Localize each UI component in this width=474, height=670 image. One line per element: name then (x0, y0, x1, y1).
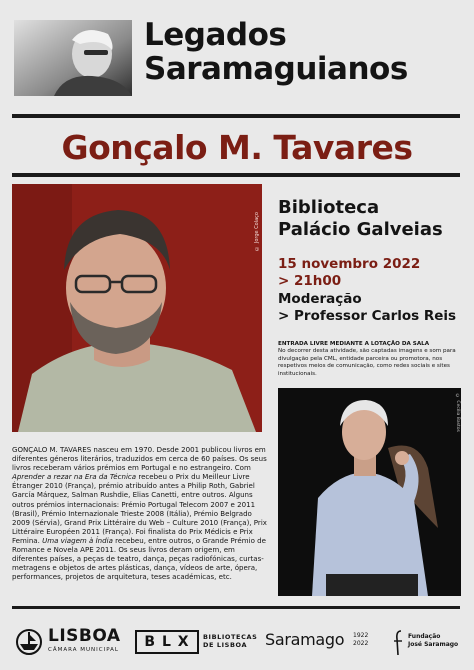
footer-rule (12, 606, 460, 609)
entry-free-text: ENTRADA LIVRE MEDIANTE A LOTAÇÃO DA SALA (278, 341, 430, 347)
lisboa-name: LISBOA (48, 626, 121, 646)
bio-part3: recebeu, entre outros, o Grande Prémio de Romance e Novela APE 2011. Os seus livros deram origem, em diferentes países, a peças de teatro, dança, peças radiofónicas, curtas-metragens e objetos de artes plásticas, dança, vídeos de arte, ópera, performances, projetos de arquitetura, teses académicas, etc. (12, 535, 266, 582)
image-capture-notice: No decorrer desta atividade, são captadas imagens e som para divulgação pela CML, entidade parceira ou promotora, nos respetivos meios de comunicação, como redes sociais e sites institucionais. (278, 348, 456, 377)
lisboa-subtitle: CÂMARA MUNICIPAL (48, 647, 119, 653)
saramago-years (353, 632, 368, 648)
bio-book2: Uma viagem à Índia (42, 535, 113, 545)
lisboa-ship-icon (14, 628, 44, 656)
fundacao-f-icon (392, 629, 404, 657)
bio-book1: Aprender a rezar na Era da Técnica (12, 472, 137, 482)
fundacao-line1: Fundação (408, 633, 441, 640)
blx-bibliotecas-logo (135, 628, 258, 660)
bio-part1: GONÇALO M. TAVARES nasceu em 1970. Desde 2001 publicou livros em diferentes géneros literários, traduzidos em cerca de 60 países. Os seus livros receberam vários prémios em Portugal e no estrangeiro. Com (12, 445, 267, 473)
venue (278, 197, 443, 241)
moderation (278, 291, 456, 325)
fundacao-text (408, 633, 458, 649)
blx-line2: DE LISBOA (203, 641, 248, 649)
author-biography (12, 445, 270, 581)
saramago-portrait-illustration (14, 20, 132, 96)
series-title-line1: Legados (144, 17, 287, 53)
moderator-name: > Professor Carlos Reis (278, 308, 457, 324)
author-photo-credit: © Jorge Colaço (254, 212, 260, 251)
series-title-line2: Saramaguianos (144, 51, 408, 87)
moderator-photo-credit: © Cecília Bastos (455, 394, 460, 432)
moderator-portrait-illustration (278, 388, 461, 596)
entry-notice (278, 341, 463, 378)
moderation-label: Moderação (278, 291, 362, 307)
saramago-word: Saramago (265, 630, 345, 649)
venue-line1: Biblioteca (278, 197, 380, 218)
blx-line1: BIBLIOTECAS (203, 633, 258, 641)
venue-line2: Palácio Galveias (278, 219, 443, 240)
fundacao-saramago-logo (392, 627, 464, 661)
bio-part2: recebeu o Prix du Meilleur Livre Étranger 2010 (França), prémio atribuído antes a Philip Roth, Gabriel García Márquez, Salman Rushdie, Elias Canetti, entre outros. Alguns outros prémios internacionais: Prémio Portugal Telecom 2007 e 2011 (Brasil), Prémio Internazionale Trieste 2008 (Itália), Prémio Belgrado 2009 (Sérvia), Grand Prix Littéraire du Web – Culture 2010 (França), Prix Littéraire Européen 2011 (França). Foi finalista do Prix Médicis e Prix Femina. (12, 472, 267, 545)
event-time: > 21h00 (278, 273, 342, 289)
saramago-year-start: 1922 (353, 632, 369, 639)
event-date: 15 novembro 2022 (278, 256, 421, 272)
author-portrait-illustration (12, 184, 262, 432)
fundacao-line2: José Saramago (408, 641, 459, 648)
header-rule (12, 114, 460, 118)
lisboa-camara-logo (14, 626, 126, 660)
blx-mark: B L X (135, 630, 199, 654)
event-datetime (278, 256, 420, 290)
blx-text (203, 633, 257, 649)
author-photo (12, 184, 262, 432)
saramago-header-photo (14, 20, 132, 96)
author-rule (12, 173, 460, 177)
moderator-photo (278, 388, 461, 596)
author-name: Gonçalo M. Tavares (61, 128, 413, 167)
saramago-year-end: 2022 (353, 640, 369, 647)
saramago-centenary-logo (265, 627, 387, 659)
series-title (144, 18, 408, 86)
